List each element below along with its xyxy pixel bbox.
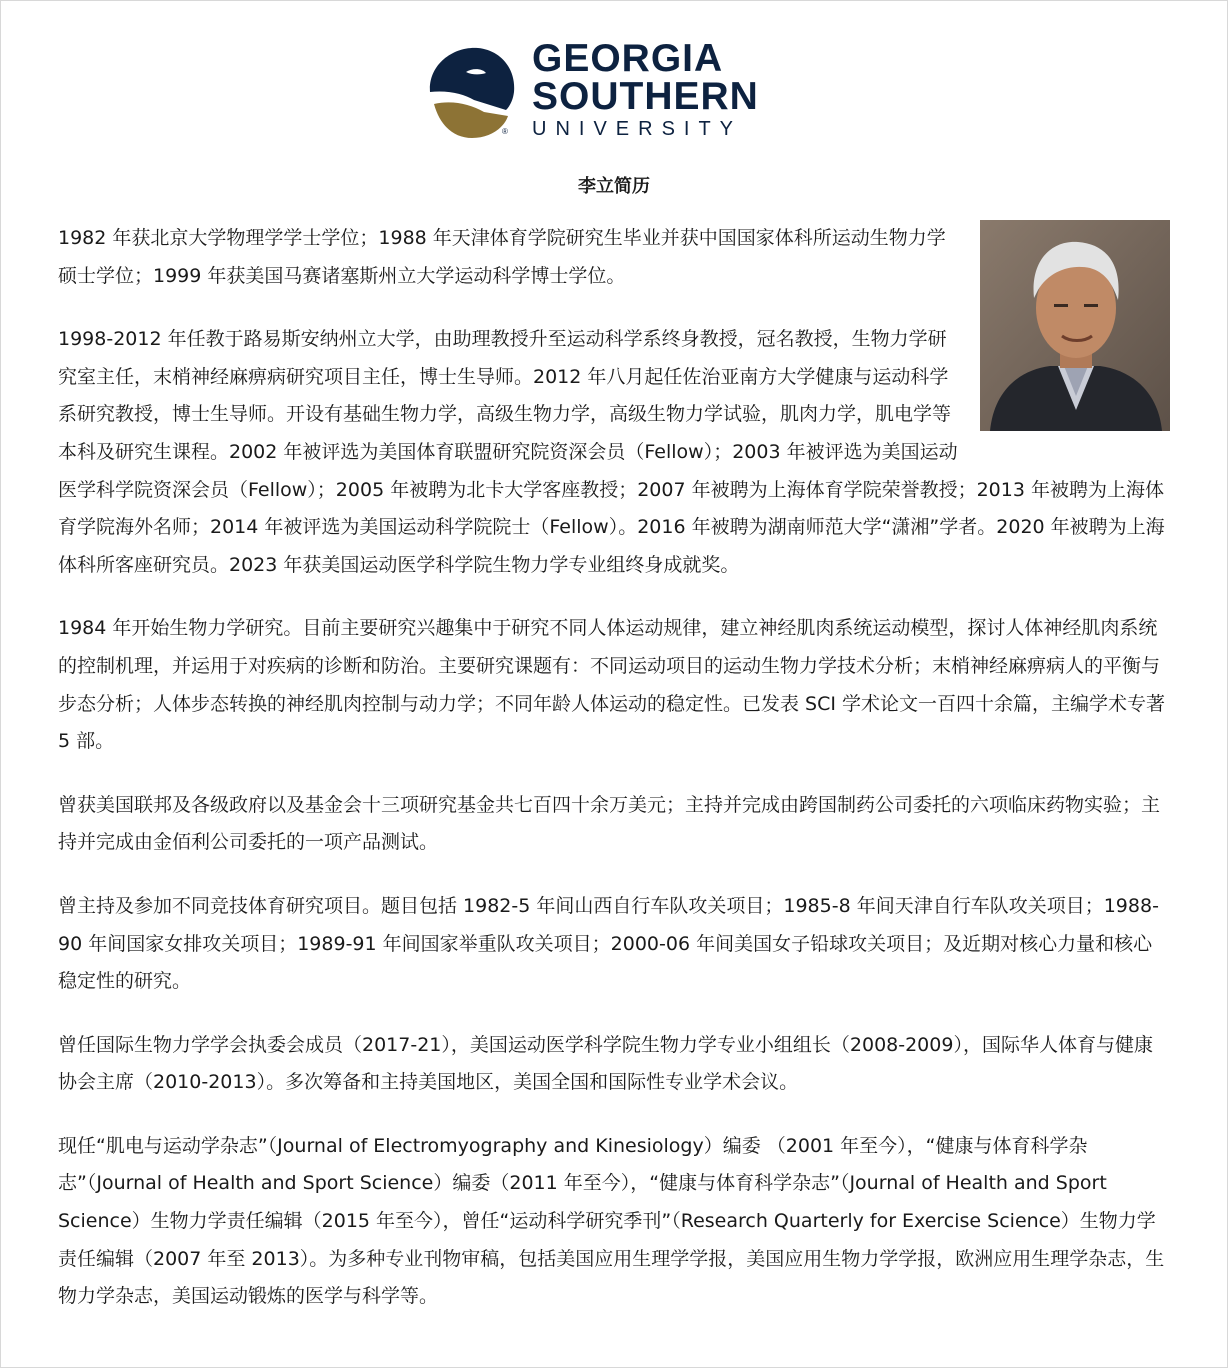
document-body — [58, 220, 1170, 1342]
portrait-photo — [980, 220, 1170, 431]
page-title: 李立简历 — [578, 176, 650, 197]
paragraph-funding: 曾获美国联邦及各级政府以及基金会十三项研究基金共七百四十余万美元；主持并完成由跨国制药公司委托的六项临床药物实验；主持并完成由金佰利公司委托的一项产品测试。 — [58, 793, 1161, 854]
paragraph-research: 1984 年开始生物力学研究。目前主要研究兴趣集中于研究不同人体运动规律，建立神经肌肉系统运动模型，探讨人体神经肌肉系统的控制机理，并运用于对疾病的诊断和防治。主要研究课题有：不同运动项目的运动生物力学技术分析；末梢神经麻痹病人的平衡与步态分析；人体步态转换的神经肌肉控制与动力学；不同年龄人体运动的稳定性。已发表 SCI 学术论文一百四十余篇，主编学术专著 5 部。 — [58, 617, 1166, 753]
university-logo — [424, 37, 769, 140]
eagle-head-icon — [424, 42, 518, 138]
logo-line-georgia: GEORGIA — [532, 37, 724, 80]
paragraph-editorial: 现任“肌电与运动学杂志”（Journal of Electromyography and Kinesiology）编委 （2001 年至今），“健康与体育科学杂志”（Journal of Health and Sport Science）编委（2011 年至今），“健康与体育科学杂志”（Journal of Health and Sport Science）生物力学责任编辑（2015 年至今），曾任“运动科学研究季刊”（Research Quarterly for Exercise Science）生物力学责任编辑（2007 年至 2013）。为多种专业刊物审稿，包括美国应用生理学学报，美国应用生物力学学报，欧洲应用生理学杂志，生物力学杂志，美国运动锻炼的医学与科学等。 — [58, 1134, 1165, 1308]
paragraph-education: 1982 年获北京大学物理学学士学位；1988 年天津体育学院研究生毕业并获中国国家体科所运动生物力学硕士学位；1999 年获美国马赛诸塞斯州立大学运动科学博士学位。 — [58, 227, 946, 287]
paragraph-sports-projects: 曾主持及参加不同竞技体育研究项目。题目包括 1982-5 年间山西自行车队攻关项目；1985-8 年间天津自行车队攻关项目；1988-90 年间国家女排攻关项目；1989-91 年间国家举重队攻关项目；2000-06 年间美国女子铅球攻关项目；及近期对核心力量和核心稳定性的研究。 — [58, 894, 1159, 993]
paragraph-career: 1998-2012 年任教于路易斯安纳州立大学，由助理教授升至运动科学系终身教授，冠名教授，生物力学研究室主任，末梢神经麻痹病研究项目主任，博士生导师。2012 年八月起任佐治亚南方大学健康与运动科学系研究教授，博士生导师。开设有基础生物力学，高级生物力学，高级生物力学试验，肌肉力学，肌电学等本科及研究生课程。2002 年被评选为美国体育联盟研究院资深会员（Fellow）；2003 年被评选为美国运动医学科学院资深会员（Fellow）；2005 年被聘为北卡大学客座教授；2007 年被聘为上海体育学院荣誉教授；2013 年被聘为上海体育学院海外名师；2014 年被评选为美国运动科学院院士（Fellow）。2016 年被聘为湖南师范大学“潇湘”学者。2020 年被聘为上海体科所客座研究员。2023 年获美国运动医学科学院生物力学专业组终身成就奖。 — [58, 328, 1165, 576]
paragraph-service: 曾任国际生物力学学会执委会成员（2017-21），美国运动医学科学院生物力学专业小组组长（2008-2009），国际华人体育与健康协会主席（2010-2013）。多次筹备和主持美国地区，美国全国和国际性专业学术会议。 — [58, 1033, 1153, 1094]
logo-line-southern: SOUTHERN — [532, 75, 759, 118]
registered-mark: ® — [502, 127, 508, 136]
logo-line-university: UNIVERSITY — [532, 118, 743, 140]
logo-wordmark — [532, 37, 759, 141]
